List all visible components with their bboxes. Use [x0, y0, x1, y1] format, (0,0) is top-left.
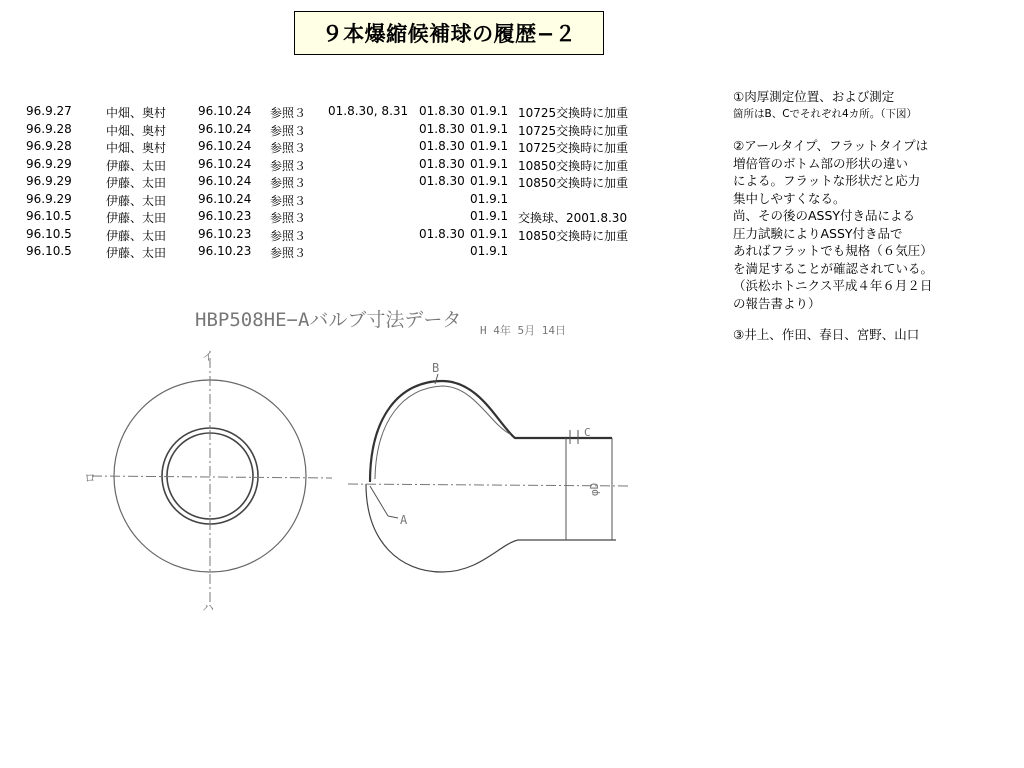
row-date-c: 01.9.1: [470, 156, 509, 171]
row-date: 96.9.29: [26, 191, 72, 206]
row-date-b: 01.8.30: [419, 139, 465, 153]
row-date: 96.10.5: [26, 226, 72, 241]
note2-line: 圧力試験によりASSY付き品で: [733, 225, 903, 241]
row-note: 10850交換時に加重: [518, 158, 629, 173]
row-note: 10725交換時に加重: [518, 123, 629, 138]
row-check-date: 96.10.23: [198, 244, 252, 258]
note2-line: 増倍管のボトム部の形状の違い: [733, 155, 909, 171]
label-bottom: ハ: [202, 601, 215, 615]
row-date: 96.9.28: [26, 121, 72, 136]
row-note: 10850交換時に加重: [518, 176, 629, 190]
row-names: 伊藤、太田: [106, 246, 167, 260]
leader-a: [370, 486, 388, 516]
leader-b: [435, 374, 438, 384]
row-check-date: 96.10.24: [198, 174, 252, 188]
note2-block: [733, 137, 933, 312]
note2-line: ②アールタイプ、フラットタイプは: [733, 138, 929, 153]
row-names: 伊藤、太田: [106, 158, 167, 173]
row-ref: 参照３: [270, 158, 307, 173]
page-title: ９本爆縮候補球の履歴−２: [294, 11, 604, 55]
note2-line: 集中しやすくなる。: [733, 190, 846, 206]
note2-line: （浜松ホトニクス平成４年６月２日: [733, 278, 933, 293]
row-names: 伊藤、太田: [106, 211, 167, 225]
note2-line: による。フラットな形状だと応力: [733, 173, 921, 188]
label-top: イ: [202, 349, 215, 363]
drawing-heading: HBP508HE−Aバルブ寸法データ: [195, 309, 462, 331]
row-names: 中畑、奥村: [106, 141, 167, 155]
bulb-lower-outline: [366, 484, 616, 572]
row-ref: 参照３: [270, 211, 307, 225]
row-date-c: 01.9.1: [470, 121, 509, 136]
bulb-drawing: [70, 296, 650, 616]
row-date-b: 01.8.30: [419, 156, 465, 171]
row-note: 10850交換時に加重: [518, 228, 629, 243]
row-check-date: 96.10.23: [198, 226, 252, 241]
row-date-b: 01.8.30: [419, 174, 465, 188]
row-date: 96.10.5: [26, 209, 72, 223]
row-date: 96.9.28: [26, 139, 72, 153]
row-date: 96.9.29: [26, 174, 72, 188]
drawing-date: H 4年 5月 14日: [480, 324, 566, 337]
row-note: 10725交換時に加重: [518, 141, 629, 155]
row-date-c: 01.9.1: [470, 191, 509, 206]
note1-line2: 箇所はB、Cでそれぞれ4カ所。（下図）: [733, 107, 917, 120]
label-d: φD: [588, 482, 601, 496]
row-check-date: 96.10.24: [198, 156, 252, 171]
bulb-drawing-svg: [70, 296, 650, 616]
label-b: B: [432, 361, 440, 375]
row-date: 96.9.27: [26, 104, 72, 118]
note1-line1: ①肉厚測定位置、および測定: [733, 89, 895, 104]
row-check-date: 96.10.24: [198, 139, 252, 153]
row-date-b: 01.8.30: [419, 226, 465, 241]
row-ref: 参照３: [270, 193, 307, 208]
row-check-date: 96.10.24: [198, 121, 252, 136]
row-names: 伊藤、太田: [106, 228, 167, 243]
row-check-date: 96.10.24: [198, 191, 252, 206]
row-names: 伊藤、太田: [106, 193, 167, 208]
row-date-c: 01.9.1: [470, 139, 509, 153]
row-date: 96.9.29: [26, 156, 72, 171]
row-ref: 参照３: [270, 176, 307, 190]
note3: ③井上、作田、春日、宮野、山口: [733, 327, 920, 342]
row-check-date: 96.10.23: [198, 209, 252, 223]
row-names: 中畑、奥村: [106, 123, 167, 138]
label-a: A: [400, 513, 408, 527]
row-date-c: 01.9.1: [470, 104, 509, 118]
row-names: 中畑、奥村: [106, 106, 167, 120]
row-note: 10725交換時に加重: [518, 106, 629, 120]
row-date: 96.10.5: [26, 244, 72, 258]
note2-line: 尚、その後のASSY付き品による: [733, 208, 916, 223]
row-date-c: 01.9.1: [470, 244, 509, 258]
row-ref: 参照３: [270, 123, 307, 138]
row-date-c: 01.9.1: [470, 174, 509, 188]
row-date-c: 01.9.1: [470, 226, 509, 241]
row-ref: 参照３: [270, 141, 307, 155]
row-date-a: 01.8.30, 8.31: [328, 104, 409, 118]
notes-panel: [733, 88, 933, 344]
label-c: C: [584, 426, 591, 439]
note2-line: あればフラットでも規格（６気圧）: [733, 243, 933, 258]
horizontal-centerline: [92, 476, 332, 478]
row-ref: 参照３: [270, 228, 307, 243]
row-date-c: 01.9.1: [470, 209, 509, 223]
label-left: ロ: [84, 471, 97, 485]
note2-line: の報告書より）: [733, 295, 821, 311]
bulb-upper-outline: [370, 381, 612, 482]
row-date-b: 01.8.30: [419, 121, 465, 136]
row-check-date: 96.10.24: [198, 104, 252, 118]
row-note: 交換球、2001.8.30: [518, 211, 628, 225]
row-names: 伊藤、太田: [106, 176, 167, 190]
row-ref: 参照３: [270, 246, 307, 260]
note2-line: を満足することが確認されている。: [733, 260, 934, 276]
row-ref: 参照３: [270, 106, 307, 120]
row-date-b: 01.8.30: [419, 104, 465, 118]
